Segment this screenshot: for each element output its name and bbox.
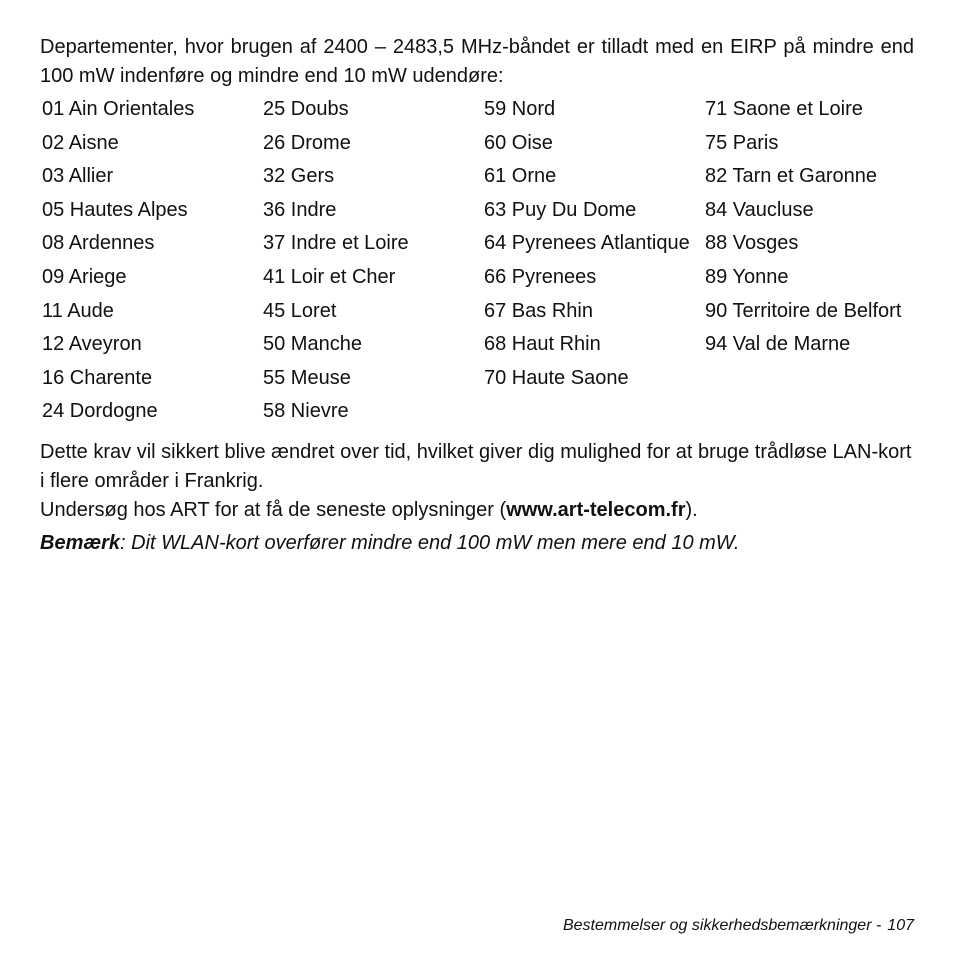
department-item: 26 Drome xyxy=(263,131,351,154)
department-column-4 xyxy=(703,95,914,431)
department-item: 09 Ariege xyxy=(42,265,127,288)
department-item: 03 Allier xyxy=(42,165,114,188)
department-item: 36 Indre xyxy=(263,198,337,221)
department-item: 37 Indre et Loire xyxy=(263,232,409,255)
department-item: 68 Haut Rhin xyxy=(484,333,601,356)
department-item: 24 Dordogne xyxy=(42,400,158,423)
page-footer xyxy=(563,917,914,935)
change-notice-paragraph: Dette krav vil sikkert blive ændret over tid, hvilket giver dig mulighed for at bruge trådløse LAN-kort i flere områder i Frankrig. xyxy=(40,440,912,492)
department-item: 50 Manche xyxy=(263,333,362,356)
check-art-closing: ). xyxy=(685,498,698,521)
department-item: 01 Ain Orientales xyxy=(42,98,195,120)
department-item: 08 Ardennes xyxy=(42,232,155,255)
department-item: 45 Loret xyxy=(263,299,337,322)
department-item: 25 Doubs xyxy=(263,98,349,120)
department-item: 05 Hautes Alpes xyxy=(42,198,188,221)
department-item: 12 Aveyron xyxy=(42,333,142,356)
intro-paragraph: Departementer, hvor brugen af 2400 – 2483,5 MHz-båndet er tilladt med en EIRP på mindre end 100 mW indenføre og mindre end 10 mW udendøre: xyxy=(40,36,914,87)
check-art-text: Undersøg hos ART for at få de seneste oplysninger ( xyxy=(40,498,507,521)
department-item: 02 Aisne xyxy=(42,131,119,154)
department-item: 61 Orne xyxy=(484,165,557,188)
department-item: 71 Saone et Loire xyxy=(705,98,863,120)
department-item: 88 Vosges xyxy=(705,232,799,255)
note-label: Bemærk xyxy=(40,531,121,554)
department-table xyxy=(40,95,914,431)
department-item: 70 Haute Saone xyxy=(484,366,629,389)
department-item: 75 Paris xyxy=(705,131,779,154)
department-item: 59 Nord xyxy=(484,98,556,120)
note-paragraph xyxy=(40,529,914,558)
department-item: 63 Puy Du Dome xyxy=(484,198,637,221)
department-item: 94 Val de Marne xyxy=(705,333,851,356)
department-item: 84 Vaucluse xyxy=(705,198,814,221)
department-item: 66 Pyrenees xyxy=(484,265,597,288)
page-number: 107 xyxy=(887,917,914,934)
department-item: 11 Aude xyxy=(42,299,114,322)
department-item: 90 Territoire de Belfort xyxy=(705,299,902,322)
document-page xyxy=(40,33,914,558)
department-column-3 xyxy=(482,95,703,431)
note-text: : Dit WLAN-kort overfører mindre end 100 mW men mere end 10 mW. xyxy=(120,531,740,554)
department-item: 16 Charente xyxy=(42,366,153,389)
department-item: 32 Gers xyxy=(263,165,335,188)
department-item: 67 Bas Rhin xyxy=(484,299,593,322)
department-item: 82 Tarn et Garonne xyxy=(705,165,877,188)
footer-title: Bestemmelser og sikkerhedsbemærkninger - xyxy=(562,917,882,934)
department-item: 64 Pyrenees Atlantique xyxy=(484,232,690,255)
department-item: 41 Loir et Cher xyxy=(263,265,396,288)
department-item: 60 Oise xyxy=(484,131,553,154)
department-column-2 xyxy=(261,95,482,431)
art-telecom-link[interactable]: www.art-telecom.fr xyxy=(506,498,686,521)
department-item: 89 Yonne xyxy=(705,265,789,288)
check-art-paragraph xyxy=(40,496,914,525)
department-item: 55 Meuse xyxy=(263,366,351,389)
department-item: 58 Nievre xyxy=(263,400,349,423)
department-column-1 xyxy=(40,95,261,431)
